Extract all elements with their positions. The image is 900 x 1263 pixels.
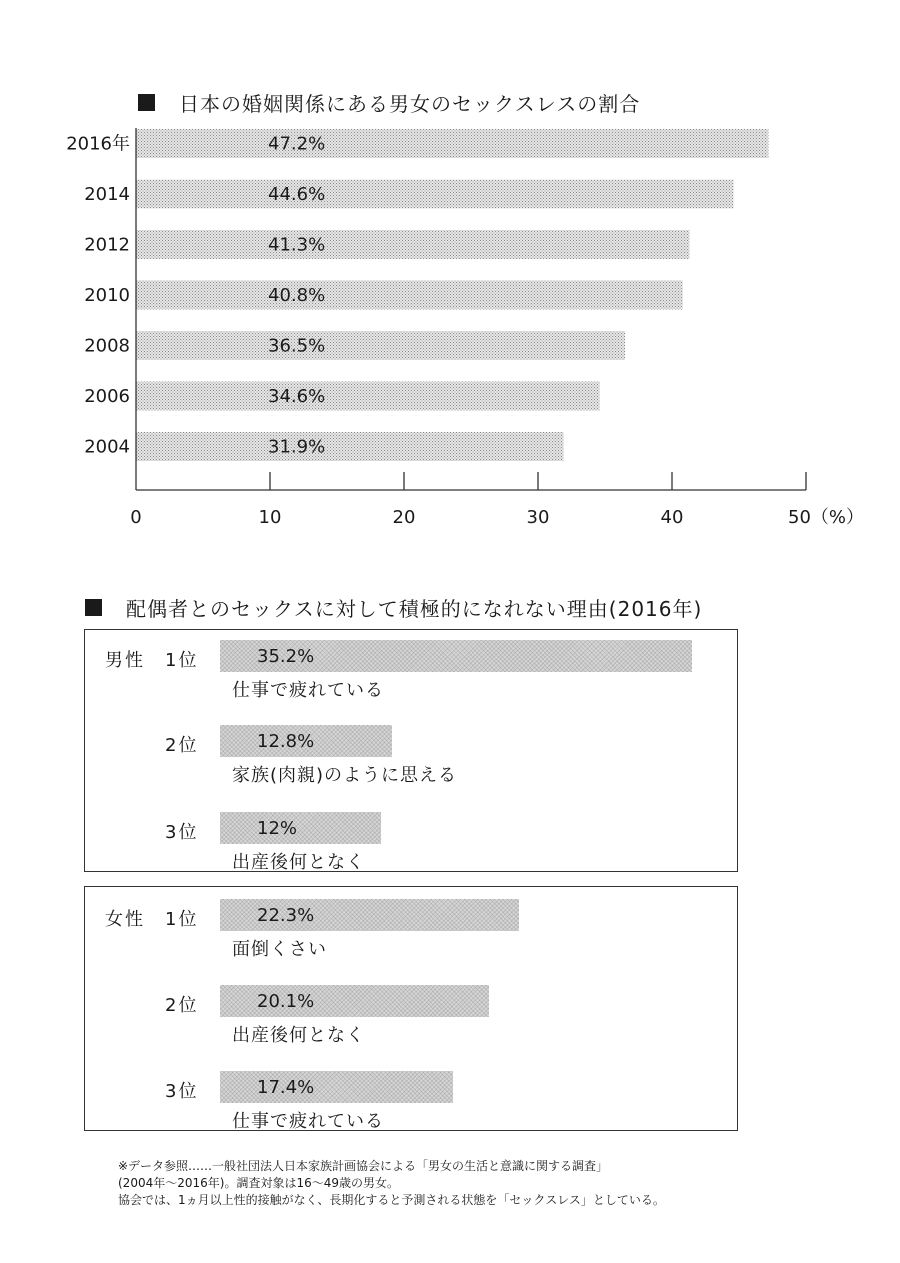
rank-label: 2位	[165, 735, 199, 756]
men-rank-2-row	[85, 715, 737, 785]
bar-2012	[136, 230, 689, 259]
men-rank-3-reason: 出産後何となく	[232, 852, 365, 873]
women-reasons-panel	[84, 886, 738, 1131]
bar-2006	[136, 382, 600, 411]
women-rank-2-value: 20.1%	[257, 991, 315, 1012]
bar-value-label: 44.6%	[268, 184, 326, 205]
bar-value-label: 36.5%	[268, 335, 326, 357]
y-category-label: 2006	[84, 386, 130, 407]
rank-label: 3位	[165, 822, 199, 843]
bar-2014	[136, 180, 734, 209]
y-category-label: 2016年	[66, 133, 130, 155]
men-rank-2-reason: 家族(肉親)のように思える	[232, 765, 458, 786]
x-tick-label: 40	[660, 507, 684, 528]
bar-2016年	[136, 129, 768, 158]
women-rank-2-reason: 出産後何となく	[232, 1025, 365, 1046]
bar-value-label: 41.3%	[268, 234, 326, 256]
chart2-title	[85, 593, 702, 622]
bar-value-label: 31.9%	[268, 436, 326, 458]
women-rank-1-reason: 面倒くさい	[232, 939, 327, 960]
women-rank-1-value: 22.3%	[257, 905, 315, 926]
rank-label: 2位	[165, 995, 199, 1016]
y-category-label: 2004	[84, 436, 130, 458]
women-rank-3-bar	[220, 1071, 453, 1103]
x-tick-label: 30	[526, 507, 550, 528]
bar-value-label: 34.6%	[268, 386, 326, 407]
women-rank-3-reason: 仕事で疲れている	[232, 1111, 384, 1132]
men-rank-3-row	[85, 802, 737, 872]
x-tick-label: 0	[130, 507, 142, 528]
x-tick-label: 10	[258, 507, 282, 528]
bar-2008	[136, 331, 625, 360]
men-rank-1-value: 35.2%	[257, 646, 315, 667]
x-tick-label: 50（%）	[788, 507, 865, 528]
x-tick-label: 20	[392, 507, 416, 528]
women-rank-3-row	[85, 1061, 737, 1131]
sexless-rate-chart	[0, 0, 900, 540]
bar-2010	[136, 281, 683, 310]
chart1-title-text: 日本の婚姻関係にある男女のセックスレスの割合	[179, 92, 641, 116]
women-rank-1-row	[85, 889, 737, 959]
footnote-line: ※データ参照……一般社団法人日本家族計画協会による「男女の生活と意識に関する調査」	[118, 1159, 609, 1173]
source-footnote	[118, 1158, 665, 1209]
rank-label: 3位	[165, 1081, 199, 1102]
y-category-label: 2014	[84, 184, 130, 205]
bar-value-label: 47.2%	[268, 133, 326, 155]
footnote-line: (2004年〜2016年)。調査対象は16〜49歳の男女。	[118, 1176, 399, 1190]
men-rank-1-reason: 仕事で疲れている	[232, 680, 384, 701]
rank-label: 1位	[165, 650, 199, 671]
women-rank-2-row	[85, 975, 737, 1045]
chart2-title-text: 配偶者とのセックスに対して積極的になれない理由(2016年)	[126, 597, 703, 621]
bar-value-label: 40.8%	[268, 285, 326, 306]
y-category-label: 2008	[84, 335, 130, 357]
bar-2004	[136, 432, 563, 461]
men-rank-3-value: 12%	[257, 818, 298, 839]
women-rank-3-value: 17.4%	[257, 1077, 315, 1098]
men-reasons-panel	[84, 629, 738, 872]
men-rank-3-bar	[220, 812, 381, 844]
y-category-label: 2012	[84, 234, 130, 256]
gender-label-men: 男性	[105, 650, 145, 671]
men-rank-1-row	[85, 630, 737, 700]
y-category-label: 2010	[84, 285, 130, 306]
square-bullet-icon	[85, 599, 102, 616]
rank-label: 1位	[165, 909, 199, 930]
gender-label-women: 女性	[105, 909, 145, 930]
men-rank-2-value: 12.8%	[257, 731, 315, 752]
footnote-line: 協会では、1ヵ月以上性的接触がなく、長期化すると予測される状態を「セックスレス」としている。	[118, 1193, 665, 1207]
